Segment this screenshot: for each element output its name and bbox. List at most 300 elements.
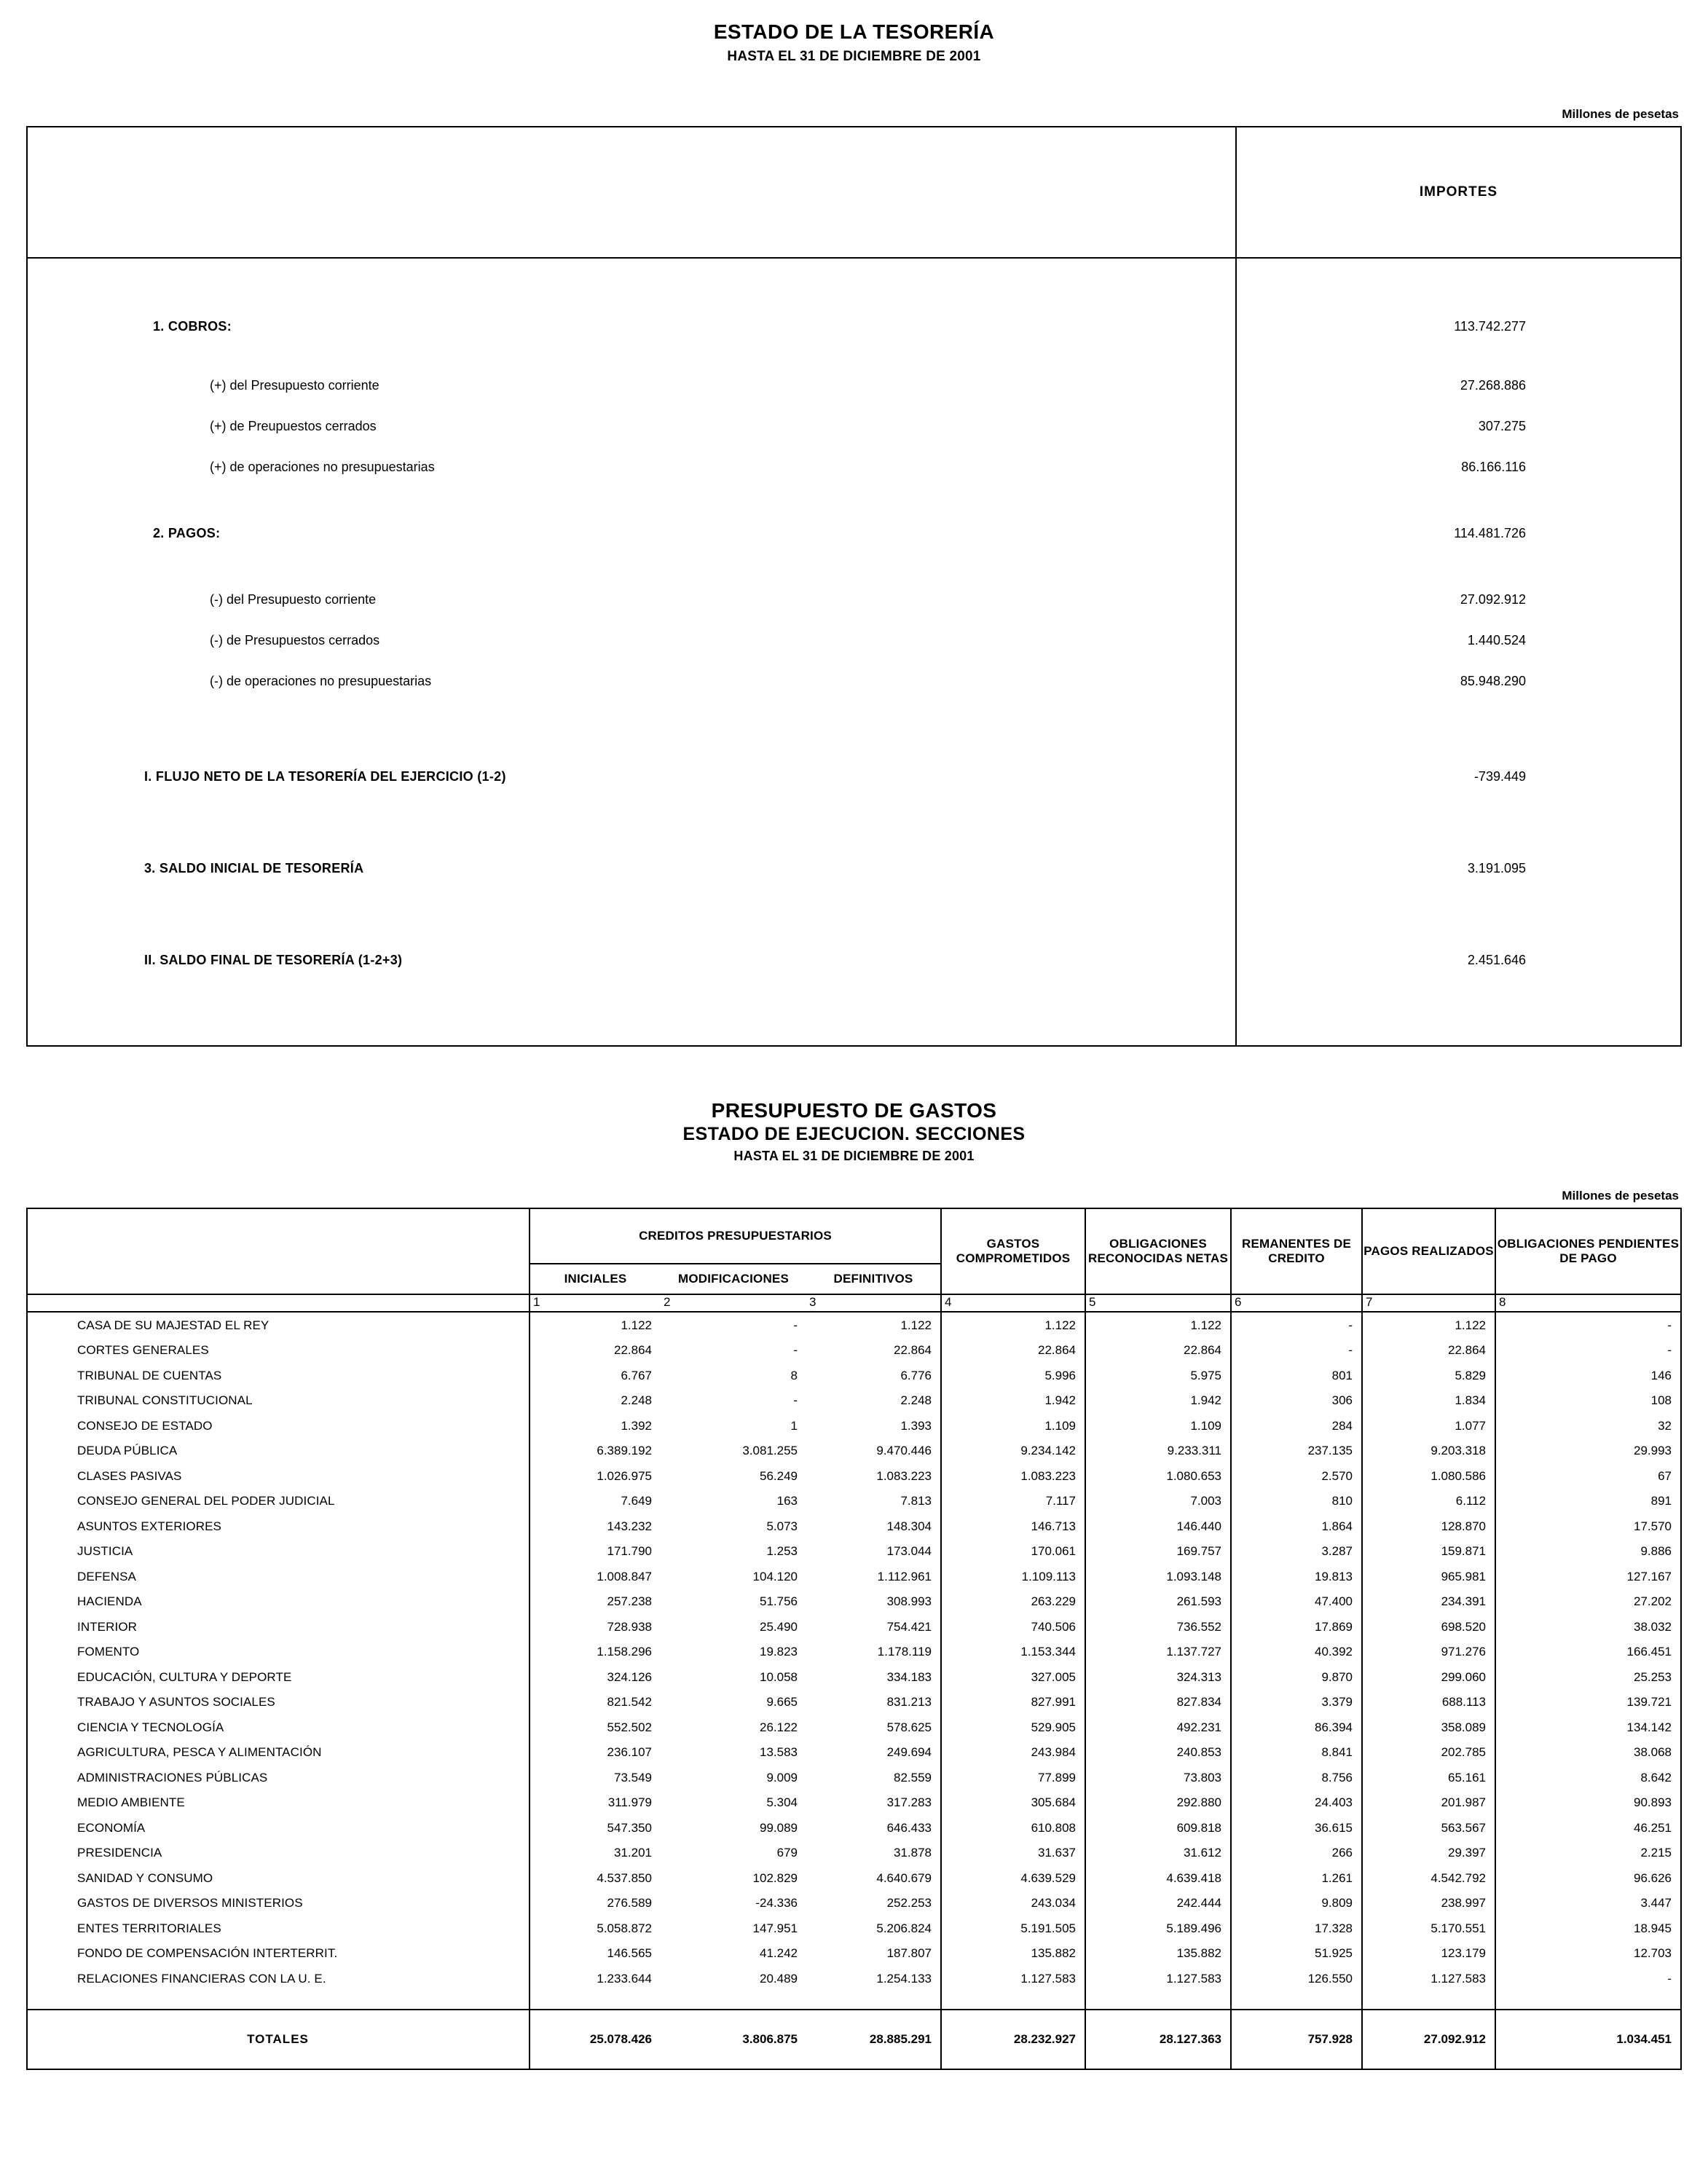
table-cell-amount: 2.215 <box>1640 1846 1672 1860</box>
table-row <box>27 1564 1681 1589</box>
table-cell-amount: 20.489 <box>760 1971 798 1986</box>
table-cell-amount: 1.122 <box>1362 1312 1495 1338</box>
table-cell-section-name: FONDO DE COMPENSACIÓN INTERTERRIT. <box>27 1941 530 1967</box>
table-cell-amount: 8.841 <box>1231 1740 1362 1766</box>
spacer-cell <box>27 1991 530 2010</box>
tesoreria-row-amount: 114.481.726 <box>1454 525 1526 540</box>
table-row <box>27 365 1681 406</box>
table-cell-amount: 1.153.344 <box>941 1640 1085 1665</box>
tesoreria-row-label: (+) de operaciones no presupuestarias <box>27 446 1236 487</box>
table-cell-amount: 31.201 <box>614 1846 652 1860</box>
table-cell-amount: 51.925 <box>1231 1941 1362 1967</box>
table-cell-section-name: ASUNTOS EXTERIORES <box>27 1514 530 1539</box>
table-cell-amount: 257.238 <box>607 1594 652 1608</box>
spacer-cell <box>1495 1991 1681 2010</box>
table-row <box>27 1514 1681 1539</box>
table-cell-amount: 26.122 <box>760 1720 798 1734</box>
table-cell-amount: - <box>1667 1343 1672 1357</box>
table-cell-amount: 292.880 <box>1085 1790 1231 1816</box>
table-cell-amount: 563.567 <box>1362 1815 1495 1841</box>
table-cell-amount: 56.249 <box>760 1468 798 1483</box>
table-row <box>27 620 1681 661</box>
tesoreria-row-label: (-) de Presupuestos cerrados <box>27 620 1236 661</box>
table-cell-amount: 166.451 <box>1626 1645 1672 1658</box>
gastos-header-gastos-comprometidos: GASTOS COMPROMETIDOS <box>941 1208 1085 1294</box>
gastos-colnum-2: 2 <box>661 1294 806 1312</box>
table-cell-amount: 358.089 <box>1362 1715 1495 1740</box>
table-cell-section-name: MEDIO AMBIENTE <box>27 1790 530 1816</box>
table-cell-amount: 139.721 <box>1626 1695 1672 1709</box>
table-cell-amount: 135.882 <box>941 1941 1085 1967</box>
gastos-header-obligaciones-reconocidas: OBLIGACIONES RECONOCIDAS NETAS <box>1085 1208 1231 1294</box>
gastos-header-modificaciones: MODIFICACIONES <box>661 1264 806 1294</box>
table-row <box>27 1865 1681 1891</box>
table-cell-amount: 284 <box>1231 1413 1362 1439</box>
table-cell-amount: 688.113 <box>1362 1690 1495 1715</box>
tesoreria-row-label: (-) del Presupuesto corriente <box>27 579 1236 620</box>
table-row <box>27 1740 1681 1766</box>
table-cell-amount: 831.213 <box>806 1690 941 1715</box>
table-cell-amount: 1.083.223 <box>806 1463 941 1489</box>
table-cell-amount: 299.060 <box>1362 1664 1495 1690</box>
tesoreria-row-label: 1. COBROS: <box>27 288 1236 365</box>
table-cell-amount: 1.112.961 <box>806 1564 941 1589</box>
table-cell-amount: 17.570 <box>1634 1519 1672 1533</box>
gastos-header-remanentes: REMANENTES DE CREDITO <box>1231 1208 1362 1294</box>
tesoreria-row-amount: 27.092.912 <box>1460 591 1526 607</box>
table-cell-amount: 127.167 <box>1626 1569 1672 1583</box>
table-cell-amount: 146 <box>1650 1368 1672 1382</box>
table-cell-amount: 266 <box>1231 1841 1362 1866</box>
table-cell-amount: 18.945 <box>1634 1921 1672 1935</box>
tesoreria-row-amount: -739.449 <box>1473 768 1526 784</box>
table-cell-amount: 67 <box>1658 1468 1672 1483</box>
table-cell-amount: 6.389.192 <box>597 1444 652 1457</box>
table-cell-amount: 243.034 <box>941 1891 1085 1916</box>
gastos-table <box>26 1208 1682 2070</box>
table-cell-amount: 9.886 <box>1640 1544 1672 1558</box>
tesoreria-row-amount: 27.268.886 <box>1460 377 1526 393</box>
table-cell-amount: 13.583 <box>760 1745 798 1759</box>
table-cell-amount: 1.233.644 <box>597 1971 652 1986</box>
table-cell-amount: 4.640.679 <box>806 1865 941 1891</box>
spacer-cell <box>1085 1991 1231 2010</box>
tesoreria-row-label: I. FLUJO NETO DE LA TESORERÍA DEL EJERCICIO (1-2) <box>27 731 1236 822</box>
table-cell-amount: 1.080.653 <box>1085 1463 1231 1489</box>
table-cell-amount: 51.756 <box>760 1594 798 1608</box>
totals-cell: 25.078.426 <box>530 2010 661 2069</box>
table-row <box>27 1338 1681 1364</box>
table-cell-amount: - <box>793 1343 798 1357</box>
table-cell-amount: 7.117 <box>941 1489 1085 1514</box>
table-row <box>27 1640 1681 1665</box>
table-cell-amount: - <box>793 1318 798 1332</box>
table-row <box>27 1765 1681 1790</box>
table-row <box>27 1664 1681 1690</box>
tesoreria-row-amount: 3.191.095 <box>1467 860 1526 876</box>
tesoreria-spacer <box>27 1006 1681 1046</box>
table-cell-amount: 159.871 <box>1362 1539 1495 1565</box>
table-row <box>27 406 1681 446</box>
table-cell-amount: 9.234.142 <box>941 1439 1085 1464</box>
totals-cell: 27.092.912 <box>1362 2010 1495 2069</box>
table-cell-amount: 261.593 <box>1085 1589 1231 1615</box>
spacer-cell <box>941 1991 1085 2010</box>
table-cell-amount: 9.233.311 <box>1085 1439 1231 1464</box>
table-row <box>27 1966 1681 1991</box>
table-cell-amount: 236.107 <box>607 1745 652 1759</box>
table-cell-amount: 1.122 <box>1085 1312 1231 1338</box>
table-cell-amount: 102.829 <box>752 1870 798 1885</box>
table-row <box>27 1489 1681 1514</box>
table-cell-amount: 41.242 <box>760 1946 798 1960</box>
table-cell-amount: 5.206.824 <box>806 1916 941 1941</box>
table-cell-amount: 1.127.583 <box>1362 1966 1495 1991</box>
table-cell-section-name: TRIBUNAL DE CUENTAS <box>27 1363 530 1388</box>
gastos-subtitle: ESTADO DE EJECUCION. SECCIONES <box>682 1124 1026 1144</box>
table-cell-amount: 7.649 <box>621 1494 652 1508</box>
table-cell-amount: 1.392 <box>621 1418 652 1433</box>
table-cell-amount: 36.615 <box>1231 1815 1362 1841</box>
table-cell-amount: 169.757 <box>1085 1539 1231 1565</box>
table-cell-amount: 736.552 <box>1085 1614 1231 1640</box>
table-cell-amount: 170.061 <box>941 1539 1085 1565</box>
table-cell-amount: 31.637 <box>941 1841 1085 1866</box>
table-cell-amount: 1.158.296 <box>597 1645 652 1658</box>
table-cell-section-name: CONSEJO DE ESTADO <box>27 1413 530 1439</box>
gastos-header-definitivos: DEFINITIVOS <box>806 1264 941 1294</box>
table-cell-amount: 334.183 <box>806 1664 941 1690</box>
table-cell-amount: - <box>1231 1338 1362 1364</box>
table-row <box>27 1614 1681 1640</box>
table-row <box>27 1815 1681 1841</box>
table-cell-amount: 754.421 <box>806 1614 941 1640</box>
table-cell-amount: 547.350 <box>607 1820 652 1835</box>
table-cell-amount: 2.248 <box>806 1388 941 1414</box>
table-cell-amount: 9.809 <box>1231 1891 1362 1916</box>
table-cell-amount: 1.080.586 <box>1362 1463 1495 1489</box>
table-cell-section-name: TRABAJO Y ASUNTOS SOCIALES <box>27 1690 530 1715</box>
table-cell-section-name: CASA DE SU MAJESTAD EL REY <box>27 1312 530 1338</box>
table-cell-amount: 1.253 <box>766 1544 798 1558</box>
table-cell-amount: 104.120 <box>752 1569 798 1583</box>
table-row <box>27 731 1681 822</box>
table-cell-amount: 2.248 <box>621 1393 652 1407</box>
table-cell-amount: 73.549 <box>614 1770 652 1785</box>
table-cell-section-name: ENTES TERRITORIALES <box>27 1916 530 1941</box>
table-cell-amount: 96.626 <box>1634 1870 1672 1885</box>
table-cell-amount: 5.829 <box>1362 1363 1495 1388</box>
table-cell-amount: 810 <box>1231 1489 1362 1514</box>
gastos-header-pagos-realizados: PAGOS REALIZADOS <box>1362 1208 1495 1294</box>
table-cell-amount: 32 <box>1658 1418 1672 1433</box>
table-cell-amount: 31.612 <box>1085 1841 1231 1866</box>
section-gap <box>26 1047 1682 1098</box>
table-cell-amount: 965.981 <box>1362 1564 1495 1589</box>
gastos-colnum-3: 3 <box>806 1294 941 1312</box>
table-cell-amount: 1.393 <box>806 1413 941 1439</box>
gastos-title: PRESUPUESTO DE GASTOS <box>711 1099 997 1122</box>
table-cell-amount: 237.135 <box>1231 1439 1362 1464</box>
table-cell-amount: 1.093.148 <box>1085 1564 1231 1589</box>
table-cell-amount: 22.864 <box>806 1338 941 1364</box>
table-cell-section-name: CLASES PASIVAS <box>27 1463 530 1489</box>
gastos-subtitle-2: HASTA EL 31 DE DICIEMBRE DE 2001 <box>733 1149 975 1164</box>
gastos-header-creditos: CREDITOS PRESUPUESTARIOS <box>530 1208 941 1264</box>
tesoreria-row-amount: 113.742.277 <box>1454 318 1526 334</box>
table-cell-section-name: TRIBUNAL CONSTITUCIONAL <box>27 1388 530 1414</box>
table-cell-amount: 1.109.113 <box>941 1564 1085 1589</box>
totals-cell: 3.806.875 <box>661 2010 806 2069</box>
table-cell-amount: 65.161 <box>1362 1765 1495 1790</box>
table-row <box>27 1413 1681 1439</box>
table-cell-amount: 29.993 <box>1634 1444 1672 1457</box>
table-cell-amount: 1.127.583 <box>1085 1966 1231 1991</box>
table-cell-amount: 1.137.727 <box>1085 1640 1231 1665</box>
table-row <box>27 1539 1681 1565</box>
gastos-colnum-5: 5 <box>1085 1294 1231 1312</box>
page-title: ESTADO DE LA TESORERÍA <box>713 20 995 43</box>
tesoreria-spacer-cell-5 <box>27 1006 1236 1046</box>
table-cell-amount: 6.112 <box>1362 1489 1495 1514</box>
table-row <box>27 1916 1681 1941</box>
table-cell-amount: 7.003 <box>1085 1489 1231 1514</box>
tesoreria-row-label: (-) de operaciones no presupuestarias <box>27 661 1236 701</box>
table-cell-amount: 82.559 <box>806 1765 941 1790</box>
table-cell-amount: 276.589 <box>607 1896 652 1910</box>
table-cell-amount: 234.391 <box>1362 1589 1495 1615</box>
table-cell-amount: 9.009 <box>766 1770 798 1785</box>
table-cell-amount: 6.767 <box>621 1368 652 1382</box>
tesoreria-spacer <box>27 701 1681 731</box>
table-cell-amount: 3.287 <box>1231 1539 1362 1565</box>
table-cell-amount: 1.942 <box>941 1388 1085 1414</box>
gastos-colnum-blank <box>27 1294 530 1312</box>
table-cell-amount: 3.081.255 <box>742 1444 798 1457</box>
table-cell-amount: 552.502 <box>607 1720 652 1734</box>
table-row <box>27 1589 1681 1615</box>
tesoreria-units-label: Millones de pesetas <box>1562 107 1679 121</box>
table-cell-amount: 9.665 <box>766 1695 798 1709</box>
table-cell-amount: 1 <box>790 1418 798 1433</box>
table-cell-amount: 22.864 <box>1085 1338 1231 1364</box>
table-row <box>27 661 1681 701</box>
tesoreria-row-amount: 307.275 <box>1478 418 1526 433</box>
tesoreria-table-wrap <box>26 126 1682 1047</box>
table-cell-section-name: CONSEJO GENERAL DEL PODER JUDICIAL <box>27 1489 530 1514</box>
table-row <box>27 1463 1681 1489</box>
table-row-totals <box>27 2010 1681 2069</box>
table-cell-amount: 17.328 <box>1231 1916 1362 1941</box>
table-cell-amount: 249.694 <box>806 1740 941 1766</box>
table-cell-amount: 5.304 <box>766 1795 798 1809</box>
gastos-title-block <box>26 1098 1682 1164</box>
tesoreria-spacer-cell-3 <box>27 701 1236 731</box>
gastos-column-number-row <box>27 1294 1681 1312</box>
table-cell-amount: - <box>1231 1312 1362 1338</box>
gastos-colnum-8: 8 <box>1495 1294 1681 1312</box>
table-cell-amount: 8 <box>790 1368 798 1382</box>
table-cell-amount: 827.834 <box>1085 1690 1231 1715</box>
table-cell-amount: 492.231 <box>1085 1715 1231 1740</box>
table-cell-section-name: CORTES GENERALES <box>27 1338 530 1364</box>
table-cell-amount: 147.951 <box>752 1921 798 1935</box>
table-cell-amount: 8.756 <box>1231 1765 1362 1790</box>
table-cell-amount: 134.142 <box>1626 1720 1672 1734</box>
table-row <box>27 1439 1681 1464</box>
spacer-cell <box>1231 1991 1362 2010</box>
table-cell-amount: 240.853 <box>1085 1740 1231 1766</box>
table-cell-amount: - <box>1667 1971 1672 1986</box>
table-cell-section-name: ADMINISTRACIONES PÚBLICAS <box>27 1765 530 1790</box>
table-cell-amount: 135.882 <box>1085 1941 1231 1967</box>
table-cell-section-name: INTERIOR <box>27 1614 530 1640</box>
table-row <box>27 1790 1681 1816</box>
table-cell-amount: 1.864 <box>1231 1514 1362 1539</box>
table-cell-amount: 324.126 <box>607 1669 652 1684</box>
gastos-units-label: Millones de pesetas <box>1562 1189 1679 1203</box>
table-cell-amount: 12.703 <box>1634 1946 1672 1960</box>
table-cell-amount: 24.403 <box>1231 1790 1362 1816</box>
table-cell-amount: 9.470.446 <box>806 1439 941 1464</box>
table-cell-amount: 1.008.847 <box>597 1569 652 1583</box>
table-cell-amount: 578.625 <box>806 1715 941 1740</box>
table-cell-amount: 31.878 <box>806 1841 941 1866</box>
table-cell-amount: 77.899 <box>941 1765 1085 1790</box>
table-row <box>27 1363 1681 1388</box>
table-cell-amount: 529.905 <box>941 1715 1085 1740</box>
table-cell-amount: 1.077 <box>1362 1413 1495 1439</box>
table-cell-amount: 1.254.133 <box>806 1966 941 1991</box>
table-cell-amount: 609.818 <box>1085 1815 1231 1841</box>
table-cell-amount: 38.068 <box>1634 1745 1672 1759</box>
table-cell-amount: 306 <box>1231 1388 1362 1414</box>
table-row <box>27 446 1681 487</box>
table-cell-amount: 173.044 <box>806 1539 941 1565</box>
table-cell-amount: 5.170.551 <box>1362 1916 1495 1941</box>
table-cell-amount: 22.864 <box>1362 1338 1495 1364</box>
tesoreria-row-label: 3. SALDO INICIAL DE TESORERÍA <box>27 822 1236 914</box>
table-cell-section-name: AGRICULTURA, PESCA Y ALIMENTACIÓN <box>27 1740 530 1766</box>
tesoreria-spacer-cell-2 <box>1236 258 1681 288</box>
table-cell-amount: 1.109 <box>1085 1413 1231 1439</box>
totals-cell: 28.232.927 <box>941 2010 1085 2069</box>
table-cell-amount: 252.253 <box>806 1891 941 1916</box>
table-row <box>27 1841 1681 1866</box>
table-row <box>27 487 1681 579</box>
table-cell-amount: 1.122 <box>941 1312 1085 1338</box>
gastos-header-corner <box>27 1208 530 1294</box>
table-cell-amount: 146.440 <box>1085 1514 1231 1539</box>
table-cell-amount: 740.506 <box>941 1614 1085 1640</box>
table-cell-amount: 324.313 <box>1085 1664 1231 1690</box>
spacer-cell <box>530 1991 661 2010</box>
table-cell-amount: 646.433 <box>806 1815 941 1841</box>
table-cell-section-name: RELACIONES FINANCIERAS CON LA U. E. <box>27 1966 530 1991</box>
table-cell-amount: 29.397 <box>1362 1841 1495 1866</box>
table-cell-amount: 9.203.318 <box>1362 1439 1495 1464</box>
table-cell-section-name: PRESIDENCIA <box>27 1841 530 1866</box>
table-row <box>27 914 1681 1006</box>
table-cell-amount: 1.026.975 <box>597 1468 652 1483</box>
spacer-cell <box>661 1991 806 2010</box>
table-cell-section-name: HACIENDA <box>27 1589 530 1615</box>
tesoreria-header-row <box>27 127 1681 258</box>
table-cell-section-name: FOMENTO <box>27 1640 530 1665</box>
table-cell-amount: 19.823 <box>760 1645 798 1658</box>
table-cell-amount: 38.032 <box>1634 1619 1672 1634</box>
table-cell-amount: 9.870 <box>1231 1664 1362 1690</box>
table-cell-amount: 610.808 <box>941 1815 1085 1841</box>
table-cell-amount: 123.179 <box>1362 1941 1495 1967</box>
gastos-colnum-7: 7 <box>1362 1294 1495 1312</box>
table-row <box>27 1715 1681 1740</box>
tesoreria-row-amount: 85.948.290 <box>1460 673 1526 688</box>
table-cell-amount: 202.785 <box>1362 1740 1495 1766</box>
table-cell-amount: 4.537.850 <box>597 1870 652 1885</box>
totals-cell: 28.885.291 <box>806 2010 941 2069</box>
totals-label: TOTALES <box>27 2010 530 2069</box>
table-cell-amount: 90.893 <box>1634 1795 1672 1809</box>
table-cell-amount: 4.542.792 <box>1362 1865 1495 1891</box>
table-cell-amount: 311.979 <box>607 1795 652 1809</box>
table-cell-amount: 8.642 <box>1640 1770 1672 1785</box>
table-cell-amount: 5.191.505 <box>941 1916 1085 1941</box>
table-cell-amount: 3.379 <box>1231 1690 1362 1715</box>
table-row <box>27 1388 1681 1414</box>
gastos-header-obligaciones-pendientes: OBLIGACIONES PENDIENTES DE PAGO <box>1495 1208 1681 1294</box>
table-cell-amount: 327.005 <box>941 1664 1085 1690</box>
table-cell-amount: 4.639.529 <box>941 1865 1085 1891</box>
table-cell-amount: 40.392 <box>1231 1640 1362 1665</box>
table-cell-amount: 201.987 <box>1362 1790 1495 1816</box>
table-cell-amount: 2.570 <box>1231 1463 1362 1489</box>
gastos-colnum-6: 6 <box>1231 1294 1362 1312</box>
table-cell-amount: 728.938 <box>607 1619 652 1634</box>
table-cell-amount: 1.834 <box>1362 1388 1495 1414</box>
gastos-colnum-1: 1 <box>530 1294 661 1312</box>
tesoreria-row-label: II. SALDO FINAL DE TESORERÍA (1-2+3) <box>27 914 1236 1006</box>
table-cell-amount: 827.991 <box>941 1690 1085 1715</box>
table-cell-amount: 22.864 <box>614 1343 652 1357</box>
totals-cell: 28.127.363 <box>1085 2010 1231 2069</box>
tesoreria-title-block <box>26 19 1682 65</box>
table-cell-amount: 679 <box>776 1846 798 1860</box>
table-cell-amount: 19.813 <box>1231 1564 1362 1589</box>
table-cell-amount: -24.336 <box>755 1896 798 1910</box>
page-subtitle: HASTA EL 31 DE DICIEMBRE DE 2001 <box>727 49 981 64</box>
gastos-total-spacer <box>27 1991 1681 2010</box>
table-cell-amount: 6.776 <box>806 1363 941 1388</box>
table-row <box>27 579 1681 620</box>
table-cell-amount: 242.444 <box>1085 1891 1231 1916</box>
tesoreria-row-amount: 86.166.116 <box>1461 459 1526 474</box>
table-cell-amount: 238.997 <box>1362 1891 1495 1916</box>
table-cell-amount: 25.490 <box>760 1619 798 1634</box>
table-row <box>27 1690 1681 1715</box>
table-cell-amount: 7.813 <box>806 1489 941 1514</box>
table-cell-amount: 263.229 <box>941 1589 1085 1615</box>
tesoreria-row-label: (+) del Presupuesto corriente <box>27 365 1236 406</box>
table-cell-amount: 1.942 <box>1085 1388 1231 1414</box>
table-cell-amount: 146.565 <box>607 1946 652 1960</box>
tesoreria-header-importes: IMPORTES <box>1236 127 1681 258</box>
table-cell-amount: 1.109 <box>941 1413 1085 1439</box>
table-cell-amount: 317.283 <box>806 1790 941 1816</box>
table-row <box>27 1312 1681 1338</box>
table-cell-amount: 146.713 <box>941 1514 1085 1539</box>
table-cell-amount: 163 <box>776 1494 798 1508</box>
